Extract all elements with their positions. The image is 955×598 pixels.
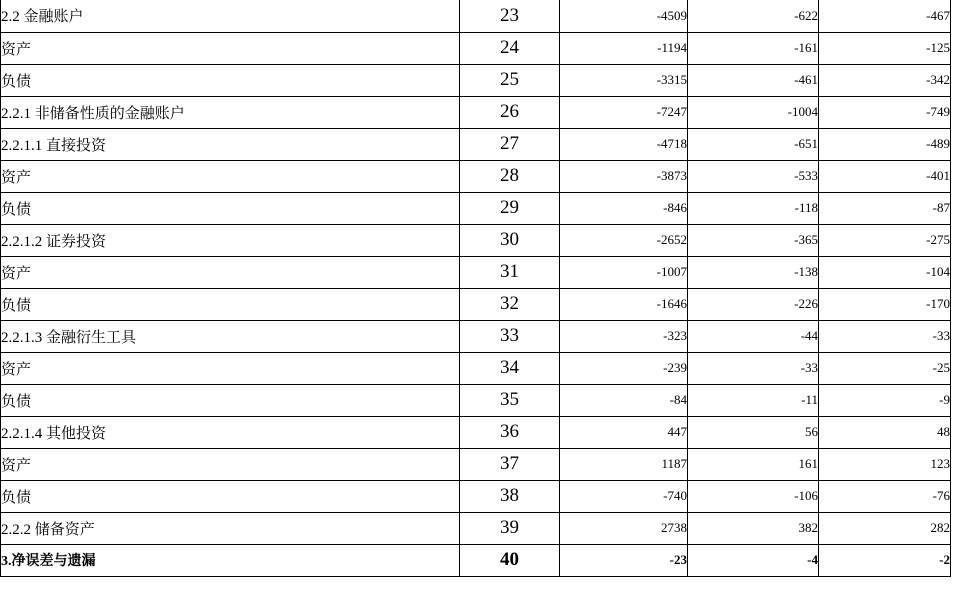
value-col-2: -4 — [688, 544, 819, 576]
row-label: 负债 — [1, 384, 460, 416]
row-label: 资产 — [1, 160, 460, 192]
table-row — [1, 192, 951, 224]
table-row — [1, 96, 951, 128]
line-number: 32 — [460, 288, 560, 320]
table-row — [1, 256, 951, 288]
value-col-3: 123 — [819, 448, 951, 480]
value-col-1: -3873 — [560, 160, 688, 192]
table-row — [1, 416, 951, 448]
value-col-3: -76 — [819, 480, 951, 512]
table-row — [1, 480, 951, 512]
value-col-2: 56 — [688, 416, 819, 448]
line-number: 29 — [460, 192, 560, 224]
line-number: 24 — [460, 32, 560, 64]
row-label: 2.2.1.4 其他投资 — [1, 416, 460, 448]
value-col-3: 48 — [819, 416, 951, 448]
table-row — [1, 128, 951, 160]
value-col-1: -3315 — [560, 64, 688, 96]
value-col-1: -1194 — [560, 32, 688, 64]
value-col-3: -25 — [819, 352, 951, 384]
row-label: 2.2.1.2 证券投资 — [1, 224, 460, 256]
row-label: 2.2.2 储备资产 — [1, 512, 460, 544]
row-label: 2.2.1 非储备性质的金融账户 — [1, 96, 460, 128]
row-label: 2.2 金融账户 — [1, 0, 460, 32]
value-col-1: -239 — [560, 352, 688, 384]
table-row — [1, 512, 951, 544]
line-number: 37 — [460, 448, 560, 480]
table-row — [1, 288, 951, 320]
value-col-2: -11 — [688, 384, 819, 416]
value-col-3: -9 — [819, 384, 951, 416]
row-label: 负债 — [1, 480, 460, 512]
table-row — [1, 352, 951, 384]
value-col-1: -323 — [560, 320, 688, 352]
value-col-3: -275 — [819, 224, 951, 256]
row-label: 资产 — [1, 352, 460, 384]
value-col-3: -467 — [819, 0, 951, 32]
value-col-2: -33 — [688, 352, 819, 384]
row-label: 资产 — [1, 256, 460, 288]
value-col-3: -87 — [819, 192, 951, 224]
value-col-2: -161 — [688, 32, 819, 64]
table-row — [1, 384, 951, 416]
table-row — [1, 160, 951, 192]
value-col-1: -1646 — [560, 288, 688, 320]
value-col-1: 2738 — [560, 512, 688, 544]
row-label: 2.2.1.3 金融衍生工具 — [1, 320, 460, 352]
row-label: 负债 — [1, 192, 460, 224]
table-row — [1, 64, 951, 96]
value-col-1: -846 — [560, 192, 688, 224]
value-col-1: -84 — [560, 384, 688, 416]
value-col-2: -365 — [688, 224, 819, 256]
value-col-3: -33 — [819, 320, 951, 352]
row-label: 负债 — [1, 288, 460, 320]
line-number: 35 — [460, 384, 560, 416]
value-col-3: -104 — [819, 256, 951, 288]
line-number: 39 — [460, 512, 560, 544]
table-row — [1, 224, 951, 256]
line-number: 27 — [460, 128, 560, 160]
line-number: 25 — [460, 64, 560, 96]
value-col-2: -533 — [688, 160, 819, 192]
value-col-1: -23 — [560, 544, 688, 576]
table-row — [1, 0, 951, 32]
value-col-2: -622 — [688, 0, 819, 32]
row-label: 2.2.1.1 直接投资 — [1, 128, 460, 160]
value-col-2: 161 — [688, 448, 819, 480]
line-number: 33 — [460, 320, 560, 352]
line-number: 31 — [460, 256, 560, 288]
value-col-2: -1004 — [688, 96, 819, 128]
table-row — [1, 320, 951, 352]
table-row-total — [1, 544, 951, 576]
line-number: 28 — [460, 160, 560, 192]
value-col-1: 447 — [560, 416, 688, 448]
row-label: 3.净误差与遗漏 — [1, 544, 460, 576]
value-col-2: -461 — [688, 64, 819, 96]
value-col-2: -118 — [688, 192, 819, 224]
row-label: 负债 — [1, 64, 460, 96]
row-label: 资产 — [1, 448, 460, 480]
value-col-2: 382 — [688, 512, 819, 544]
value-col-2: -651 — [688, 128, 819, 160]
value-col-3: -749 — [819, 96, 951, 128]
value-col-1: -4718 — [560, 128, 688, 160]
value-col-1: -1007 — [560, 256, 688, 288]
value-col-2: -226 — [688, 288, 819, 320]
value-col-3: -125 — [819, 32, 951, 64]
table-row — [1, 32, 951, 64]
value-col-2: -138 — [688, 256, 819, 288]
value-col-1: -740 — [560, 480, 688, 512]
value-col-3: 282 — [819, 512, 951, 544]
value-col-1: -7247 — [560, 96, 688, 128]
value-col-3: -342 — [819, 64, 951, 96]
value-col-2: -44 — [688, 320, 819, 352]
line-number: 30 — [460, 224, 560, 256]
line-number: 38 — [460, 480, 560, 512]
value-col-3: -489 — [819, 128, 951, 160]
value-col-1: 1187 — [560, 448, 688, 480]
line-number: 34 — [460, 352, 560, 384]
line-number: 40 — [460, 544, 560, 576]
value-col-3: -170 — [819, 288, 951, 320]
value-col-3: -2 — [819, 544, 951, 576]
value-col-2: -106 — [688, 480, 819, 512]
table-row — [1, 448, 951, 480]
line-number: 26 — [460, 96, 560, 128]
row-label: 资产 — [1, 32, 460, 64]
line-number: 36 — [460, 416, 560, 448]
line-number: 23 — [460, 0, 560, 32]
value-col-1: -2652 — [560, 224, 688, 256]
value-col-3: -401 — [819, 160, 951, 192]
value-col-1: -4509 — [560, 0, 688, 32]
